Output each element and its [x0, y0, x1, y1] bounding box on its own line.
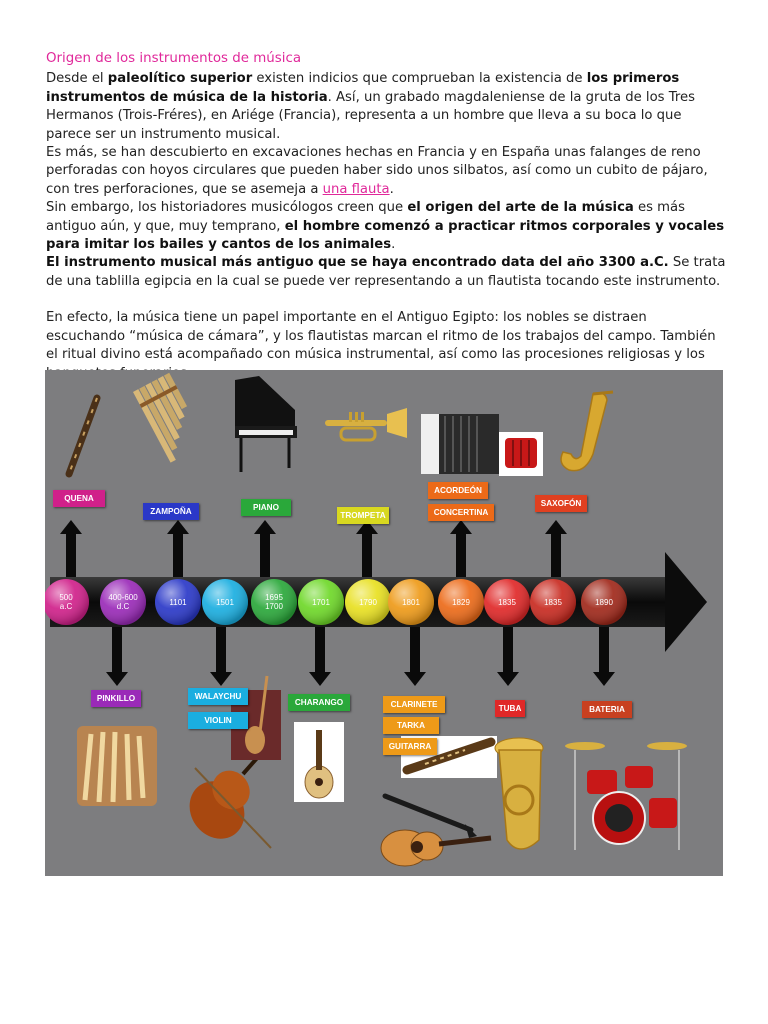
year-label-2: 1101 — [169, 597, 187, 607]
down-arrow — [309, 627, 331, 686]
p1-run-2: existen indicios que comprueban la existencia de — [252, 71, 587, 87]
year-label-7: 1801 — [402, 597, 420, 607]
paragraph-2-text: Es más, se han descubierto en excavaciones hechas en Francia y en España unas falanges de reno perforadas con hoyos circulares que pueden haber sido unos silbatos, así como un cubito de pájaro, con tres perforaciones, que se asemeja a — [46, 145, 708, 197]
accordion-illustration — [421, 414, 499, 474]
p3-run-3: el hombre comenzó a practicar ritmos corporales y vocales para imitar los bailes y cantos de los animales — [46, 218, 725, 253]
up-arrow — [60, 520, 82, 577]
document-body — [46, 50, 726, 383]
down-arrow — [404, 627, 426, 686]
p3-run-4: . — [391, 237, 396, 253]
charango-illustration — [294, 722, 344, 802]
p3-run-1: el origen del arte de la música — [407, 200, 634, 216]
top-instrument-label-3: TROMPETA — [337, 507, 389, 524]
down-arrow — [210, 627, 232, 686]
drum-kit-illustration — [565, 742, 687, 850]
saxophone-illustration — [561, 392, 613, 471]
tuba-illustration — [495, 738, 543, 849]
paragraph-4 — [46, 254, 726, 291]
year-label-11: 1890 — [595, 597, 613, 607]
bottom-instrument-label-6: GUITARRA — [383, 738, 437, 755]
top-instrument-label-5: CONCERTINA — [428, 504, 494, 521]
p1-run-1: paleolítico superior — [107, 71, 253, 87]
p1-run-3: los primeros instrumentos de música de la historia — [46, 71, 680, 105]
timeline-arrowhead — [665, 552, 707, 652]
down-arrow — [593, 627, 615, 686]
up-arrow — [450, 520, 472, 577]
year-label-5: 1701 — [312, 597, 330, 607]
paragraph-1 — [46, 70, 726, 144]
p1-run-4: . Así, un grabado magdaleniense de la gruta de los Tres Hermanos (Trois-Fréres), en Ariége (Francia), representa a un hombre que lleva a su boca lo que parece ser un instrumento musical. — [46, 89, 695, 142]
year-label-10: 1835 — [544, 597, 562, 607]
p3-run-2: es más antiguo aún, y que, muy temprano, — [46, 200, 685, 234]
year-label-6: 1790 — [359, 597, 377, 607]
paragraph-3 — [46, 199, 726, 254]
trumpet-illustration — [325, 408, 407, 440]
p4-run-1: Se trata de una tablilla egipcia en la cual se puede ver representando a un flautista tocando este instrumento. — [46, 255, 726, 289]
concertina-illustration — [499, 432, 543, 476]
bottom-instrument-label-2: VIOLIN — [188, 712, 248, 729]
top-instrument-label-1: ZAMPOÑA — [143, 503, 199, 520]
year-label-8: 1829 — [452, 597, 470, 607]
bottom-instrument-label-7: TUBA — [495, 700, 525, 717]
year-label-4: 1695 1700 — [265, 593, 283, 611]
bottom-instrument-label-1: WALAYCHU — [188, 688, 248, 705]
zampona-illustration — [133, 373, 207, 463]
year-label-9: 1835 — [498, 597, 516, 607]
paragraph-2-end: . — [389, 181, 394, 197]
document-heading: Origen de los instrumentos de música — [46, 51, 302, 66]
p3-run-0: Sin embargo, los historiadores musicólogos creen que — [46, 200, 408, 216]
bottom-instrument-label-8: BATERIA — [582, 701, 632, 718]
top-instrument-label-6: SAXOFÓN — [535, 495, 587, 512]
top-instrument-label-0: QUENA — [53, 490, 105, 507]
up-arrow — [545, 520, 567, 577]
up-arrow — [254, 520, 276, 577]
quena-illustration — [69, 398, 97, 474]
p1-run-0: Desde el — [46, 71, 108, 87]
bottom-instrument-label-3: CHARANGO — [288, 694, 350, 711]
bottom-instrument-label-4: CLARINETE — [383, 696, 445, 713]
up-arrow — [167, 520, 189, 577]
year-label-0: 500 a.C — [59, 593, 73, 611]
pinkillo-illustration — [77, 726, 157, 806]
paragraph-2 — [46, 144, 726, 199]
top-instrument-label-4: ACORDEÓN — [428, 482, 488, 499]
year-label-3: 1501 — [216, 597, 234, 607]
instrument-timeline-infographic — [45, 370, 723, 876]
up-arrow — [356, 520, 378, 577]
flute-link[interactable]: una flauta — [322, 181, 390, 197]
down-arrow — [106, 627, 128, 686]
piano-illustration — [235, 376, 297, 472]
top-instrument-label-2: PIANO — [241, 499, 291, 516]
bottom-instrument-label-5: TARKA — [383, 717, 439, 734]
down-arrow — [497, 627, 519, 686]
bottom-instrument-label-0: PINKILLO — [91, 690, 141, 707]
paragraph-5: En efecto, la música tiene un papel importante en el Antiguo Egipto: los nobles se distraen escuchando “música de cámara”, y los flautistas marcan el ritmo de los trabajos del campo. También el ritual divino está acompañado con música instrumental, así como las procesiones religiosas y los — [46, 310, 716, 363]
timeline-graphic — [45, 370, 723, 876]
p4-run-0: El instrumento musical más antiguo que se haya encontrado data del año 3300 a.C. — [46, 255, 669, 271]
year-label-1: 400-600 d.C — [108, 593, 138, 611]
